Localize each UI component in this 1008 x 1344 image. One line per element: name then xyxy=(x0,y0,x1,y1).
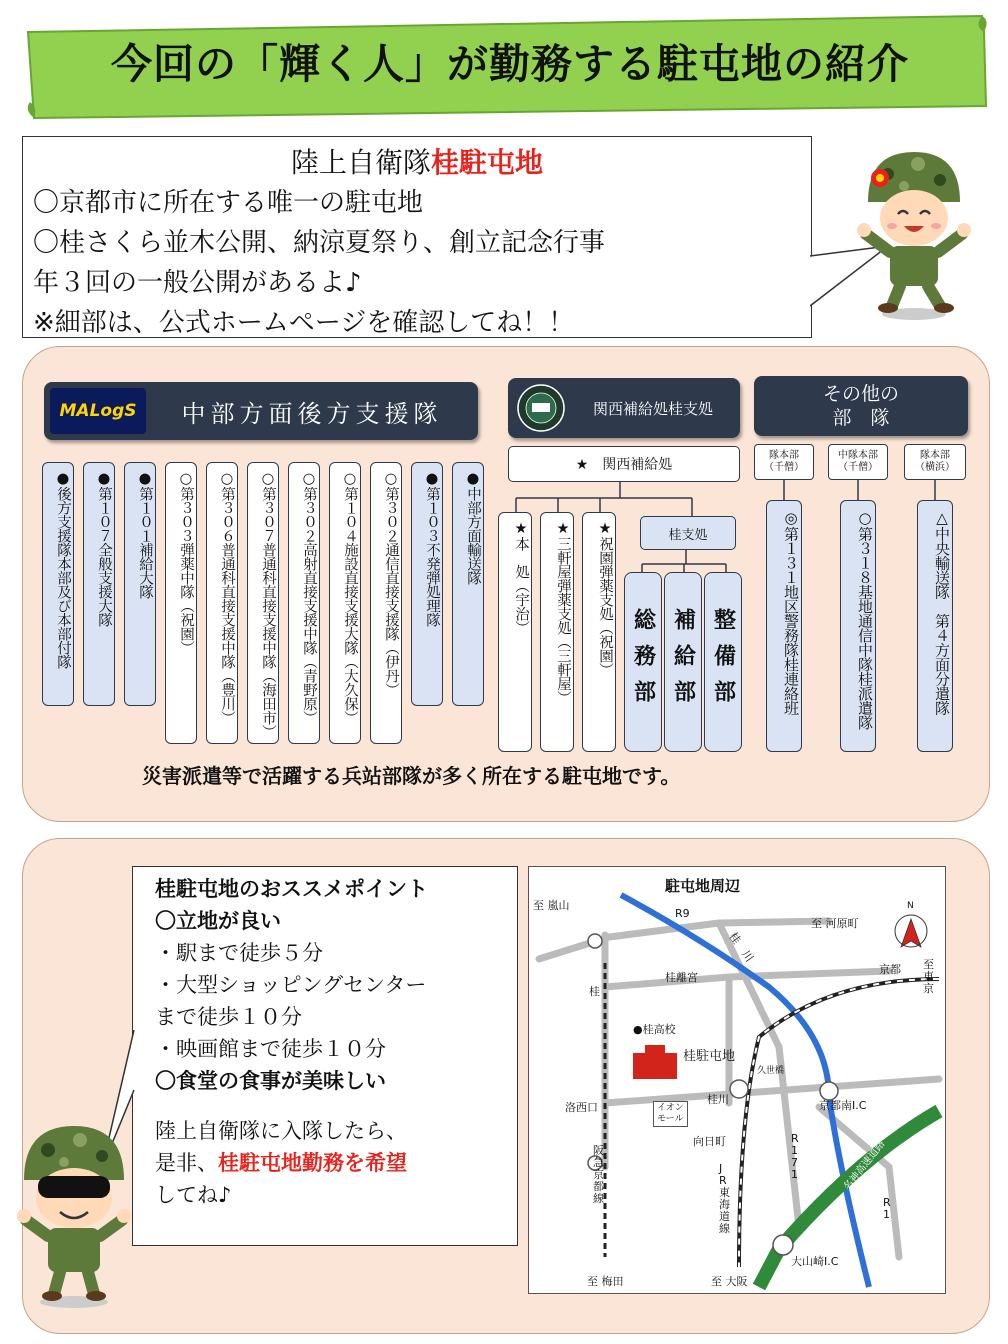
other-unit-box: ◎第１３１地区警務隊桂連絡班 xyxy=(766,500,802,752)
map-title: 駐屯地周辺 xyxy=(665,877,741,895)
depot-child-box: ★本 処（宇治） xyxy=(498,512,532,752)
map-label: 至 梅田 xyxy=(587,1275,624,1288)
map-label: R 1 7 1 xyxy=(791,1132,799,1181)
map-label: 桂川 xyxy=(707,1093,729,1106)
map-label: 桂駐屯地 xyxy=(683,1049,736,1064)
intro-line-2: 〇桂さくら並木公開、納涼夏祭り、創立記念行事 xyxy=(33,228,606,258)
department-box: 補給部 xyxy=(664,572,702,752)
unit-box: ○第１０４施設直接支援大隊（大久保） xyxy=(329,462,361,744)
recommend-box xyxy=(132,866,518,1246)
recommend-item: ・駅まで徒歩５分 xyxy=(155,941,323,965)
depot-header xyxy=(508,378,740,438)
recommend-closing-1: 陸上自衛隊に入隊したら、 xyxy=(155,1119,407,1143)
map-label: 至 大阪 xyxy=(711,1275,748,1288)
map-label: R9 xyxy=(675,907,690,920)
intro-line-1: 〇京都市に所在する唯一の駐屯地 xyxy=(33,188,424,218)
map-label: 京都 xyxy=(879,963,901,976)
map-label: 名神高速道路 xyxy=(841,1138,888,1193)
depot-emblem-icon xyxy=(516,383,566,433)
hq-box: 中隊本部 （千僧） xyxy=(828,444,888,480)
map-label: 阪 急 京 都 線 xyxy=(593,1144,604,1205)
unit-box: ○第３０２通信直接支援隊（伊丹） xyxy=(370,462,402,744)
map-label: 桂離宮 xyxy=(665,971,698,984)
hq-box: 隊本部 （横浜） xyxy=(904,444,966,480)
recommend-closing-2: 是非、桂駐屯地勤務を希望 xyxy=(155,1151,407,1175)
other-units-title-1: その他の xyxy=(822,383,899,405)
intro-box xyxy=(22,136,812,338)
map-label: 洛西口 xyxy=(565,1101,598,1114)
map-label: 至 嵐山 xyxy=(533,899,570,912)
map-label: イオン モール xyxy=(653,1101,688,1127)
recommend-item: ・大型ショッピングセンター xyxy=(155,973,427,997)
unit-box: ○第３０３弾薬中隊（祝園） xyxy=(165,462,197,744)
unit-box: ○第３０７普通科直接支援中隊（海田市） xyxy=(247,462,279,744)
unit-box: ●中部方面輸送隊 xyxy=(452,462,484,706)
intro-heading: 陸上自衛隊桂駐屯地 xyxy=(290,146,544,179)
other-units-title-2: 部 隊 xyxy=(832,407,890,429)
hq-box: 隊本部 （千僧） xyxy=(754,444,814,480)
area-map xyxy=(528,866,946,1294)
department-box: 整備部 xyxy=(704,572,742,752)
map-label: 向日町 xyxy=(693,1135,726,1148)
unit-box: ○第３０２高射直接支援中隊（青野原） xyxy=(288,462,320,744)
map-label: J R 東 海 道 線 xyxy=(719,1162,730,1235)
other-unit-box: △中央輸送隊 第４方面分遣隊 xyxy=(917,500,953,752)
unit-box: ●第１０７全般支援大隊 xyxy=(83,462,115,706)
map-label: 京都南I.C xyxy=(819,1099,867,1112)
malogs-title: 中部方面後方支援隊 xyxy=(181,399,443,428)
recommend-point-2: 〇食堂の食事が美味しい xyxy=(155,1069,386,1093)
department-box: 総務部 xyxy=(624,572,662,752)
page-title: 今回の「輝く人」が勤務する駐屯地の紹介 xyxy=(111,39,909,88)
recommend-closing-3: してね♪ xyxy=(155,1183,232,1207)
mascot-soldier-icon xyxy=(848,142,978,322)
unit-box: ●後方支援隊本部及び本部付隊 xyxy=(42,462,74,706)
other-unit-box: ○第３１８基地通信中隊桂派遣隊 xyxy=(840,500,876,752)
map-label: 至 河原町 xyxy=(811,917,859,930)
recommend-point-1: 〇立地が良い xyxy=(155,909,281,933)
map-label: 至 東 京 xyxy=(923,958,934,995)
depot-parent: ★ 関西補給処 xyxy=(508,446,740,482)
map-label: R 1 xyxy=(883,1196,891,1221)
depot-child-box: ★三軒屋弾薬支処（三軒屋） xyxy=(540,512,574,752)
intro-line-3: 年３回の一般公開があるよ♪ xyxy=(33,268,362,298)
recommend-item: まで徒歩１０分 xyxy=(155,1005,302,1029)
org-caption: 災害派遣等で活躍する兵站部隊が多く所在する駐屯地です。 xyxy=(142,764,681,788)
mascot-soldier-sunglasses-icon xyxy=(14,1120,134,1310)
malogs-header xyxy=(44,382,478,440)
map-label: 大山崎I.C xyxy=(791,1255,839,1268)
map-label: ●桂高校 xyxy=(633,1023,676,1036)
unit-box: ○第３０６普通科直接支援中隊（豊川） xyxy=(206,462,238,744)
branch-box: 桂支処 xyxy=(640,516,736,550)
unit-box: ●第１０３不発弾処理隊 xyxy=(411,462,443,706)
intro-line-4: ※細部は、公式ホームページを確認してね！！ xyxy=(33,308,575,338)
depot-child-box: ★祝園弾薬支処（祝園） xyxy=(582,512,616,752)
recommend-item: ・映画館まで徒歩１０分 xyxy=(155,1037,386,1061)
malogs-logo: MALogS xyxy=(50,388,146,434)
map-label: 桂 川 xyxy=(726,930,756,965)
map-label: 桂 xyxy=(589,985,600,998)
compass-north-icon: N xyxy=(907,901,914,911)
unit-box: ●第１０１補給大隊 xyxy=(124,462,156,706)
recommend-title: 桂駐屯地のおススメポイント xyxy=(155,877,428,901)
map-label: 久世橋 xyxy=(757,1066,785,1076)
depot-title: 関西補給処桂支処 xyxy=(592,399,713,418)
other-units-header xyxy=(754,376,968,436)
